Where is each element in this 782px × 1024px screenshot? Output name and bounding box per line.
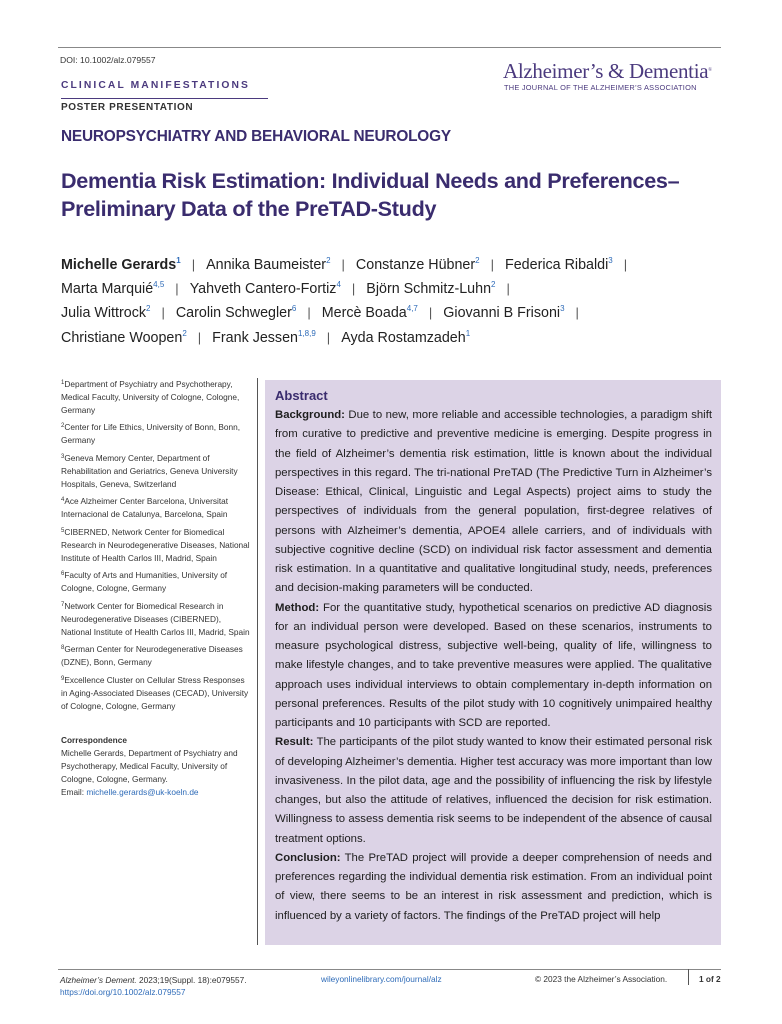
abstract-heading: Abstract — [275, 388, 328, 403]
column-divider — [257, 378, 258, 945]
author-separator: | — [428, 305, 433, 321]
affiliation: $^8$German Center for Neurodegenerative Diseases (DZNE), Bonn, Germany — [61, 644, 243, 668]
author: Marta Marquié$^{4,5}$ — [61, 280, 165, 298]
author: Yahveth Cantero-Fortiz$^4$ — [189, 280, 341, 298]
doi-link[interactable]: https://doi.org/10.1002/alz.079557 — [60, 987, 186, 998]
author-row — [61, 253, 741, 277]
author-separator: | — [351, 281, 356, 297]
author-separator: | — [341, 257, 345, 272]
affiliation: $^7$Network Center for Biomedical Research in Neurodegenerative Diseases (CIBERNED), National Institute of Health Carlos III, Madrid, Spain — [61, 600, 250, 637]
author: Federica Ribaldi$^3$ — [504, 256, 613, 273]
abstract-background: Background: Due to new, more reliable and accessible technologies, a paradigm shift from curative to predictive and preventive medicine is emerging. Despite progress in the field of Alzheimer’s dementia risk estimation, little is known about the individual perspectives in this regard. The tri-national PreTAD (The Predictive Turn in Alzheimer’s Disease: Ethical, Clinical, Linguistic and Legal Aspects) project aims to study the perspectives of individuals from the general population, first-degree relatives of persons with Alzheimer’s dementia, APOE4 allele carriers, and of individuals with subjective cognitive decline (SCD) on individual risk factor assessment and dementia risk estimation. In a quantitative and qualitative longitudinal study, needs, preferences and decision-making parameters will be conducted. — [275, 409, 712, 595]
page-number: 1 of 2 — [699, 974, 721, 984]
abstract-box — [265, 380, 721, 945]
affiliation: $^2$Center for Life Ethics, University of Bonn, Bonn, Germany — [61, 422, 241, 446]
author: Mercè Boada$^{4,7}$ — [321, 304, 418, 322]
author-separator: | — [490, 257, 494, 272]
author-separator: | — [197, 329, 202, 345]
doi-label: DOI: 10.1002/alz.079557 — [60, 55, 156, 65]
affiliation: $^1$Department of Psychiatry and Psychotherapy, Medical Faculty, University of Cologne, Cologne, Germany — [61, 379, 240, 415]
abstract-result: Result: The participants of the pilot study wanted to know their estimated personal risk of developing Alzheimer’s dementia. Higher test accuracy was more important than low invasiveness. In the pilot data, age and the possibility of influencing the risk by lifestyle changes, but also the attitude of relatives, influenced the decision for risk estimation. Willingness to assess dementia risk seems to be independent of the absence of causal treatment options. — [275, 736, 712, 845]
author-separator: | — [623, 257, 628, 272]
journal-url-link[interactable]: wileyonlinelibrary.com/journal/alz — [321, 974, 442, 984]
author-separator: | — [191, 257, 196, 272]
footer-separator — [688, 969, 689, 985]
author: Julia Wittrock$^2$ — [61, 304, 151, 322]
author: Annika Baumeister$^2$ — [206, 256, 331, 273]
section-label: CLINICAL MANIFESTATIONS — [61, 80, 251, 91]
subsection-label: POSTER PRESENTATION — [61, 102, 194, 113]
affiliation: $^4$Ace Alzheimer Center Barcelona, Universitat Internacional de Catalunya, Barcelona, Spain — [61, 496, 229, 520]
footer-citation: Alzheimer’s Dement. 2023;19(Suppl. 18):e079557. https://doi.org/10.1002/alz.079557 — [60, 975, 247, 998]
author: Ayda Rostamzadeh$^1$ — [341, 328, 471, 346]
author-list — [61, 253, 741, 350]
author-separator: | — [175, 281, 179, 297]
abstract-method: Method: For the quantitative study, hypothetical scenarios on predictive AD diagnosis for an individual person were developed. Based on these scenarios, instruments to measure psychological distress, subjective well-being, quality of life, willingness to make lifestyle changes, and to take preventive measures were applied. The qualitative approach uses individual interviews to obtain complementary in-depth information on personal preferences. Results of the pilot study with 10 cognitively unimpaired healthy participants and 10 participants with SCD are reported. — [275, 601, 712, 729]
author: Michelle Gerards$^1$ — [61, 256, 181, 273]
section-rule — [61, 98, 268, 99]
correspondence-heading: Correspondence — [61, 735, 127, 746]
author: Björn Schmitz-Luhn$^2$ — [366, 280, 496, 298]
affiliation: $^5$CIBERNED, Network Center for Biomedical Research in Neurodegenerative Diseases, National Institute of Health Carlos III, Madrid, Spain — [61, 526, 250, 563]
author: Giovanni B Frisoni$^3$ — [443, 304, 565, 322]
footer-rule — [58, 969, 721, 970]
author-separator: | — [307, 305, 311, 321]
top-rule — [58, 47, 721, 48]
affiliation: $^6$Faculty of Arts and Humanities, University of Cologne, Cologne, Germany — [61, 570, 228, 594]
journal-logo — [503, 60, 712, 92]
affiliation: $^9$Excellence Cluster on Cellular Stress Responses in Aging-Associated Diseases (CECAD), University of Cologne, Cologne, Germany — [61, 674, 249, 711]
email-link[interactable]: michelle.gerards@uk-koeln.de — [86, 786, 199, 797]
author-separator: | — [326, 329, 331, 345]
author-row — [61, 301, 741, 325]
abstract-conclusion: Conclusion: The PreTAD project will provide a deeper comprehension of needs and preferences regarding the individual dementia risk estimation. From an individual point of view, there seems to be an interest in risk assessment and prediction, which is influenced by a variety of factors. The findings of the PreTAD project will help — [275, 851, 712, 922]
registered-mark: ® — [708, 68, 712, 73]
author-row — [61, 326, 741, 350]
journal-subtitle: THE JOURNAL OF THE ALZHEIMER’S ASSOCIATION — [504, 83, 697, 92]
journal-title: Alzheimer’s & Dementia® — [503, 59, 712, 83]
author: Frank Jessen$^{1,8,9}$ — [212, 328, 316, 346]
author-separator: | — [161, 305, 165, 321]
author: Carolin Schwegler$^6$ — [175, 304, 297, 322]
author-separator: | — [575, 305, 579, 321]
author: Constanze Hübner$^2$ — [355, 256, 480, 273]
author: Christiane Woopen$^2$ — [61, 328, 187, 346]
correspondence-text: Michelle Gerards, Department of Psychiatry and Psychotherapy, Medical Faculty, University of Cologne, Cologne, Germany. — [61, 748, 238, 784]
article-title: Dementia Risk Estimation: Individual Needs and Preferences–Preliminary Data of the PreTAD-Study — [61, 168, 680, 221]
correspondence-block — [61, 734, 251, 798]
affiliations-column — [61, 378, 251, 798]
author-separator: | — [506, 281, 510, 297]
affiliation: $^3$Geneva Memory Center, Department of Rehabilitation and Geriatrics, Geneva University Hospitals, Geneva, Switzerland — [61, 452, 238, 489]
copyright: © 2023 the Alzheimer’s Association. — [535, 974, 668, 984]
correspondence-email-line: Email: michelle.gerards@uk-koeln.de — [61, 786, 199, 797]
article-category: NEUROPSYCHIATRY AND BEHAVIORAL NEUROLOGY — [61, 128, 451, 145]
author-row — [61, 277, 741, 301]
